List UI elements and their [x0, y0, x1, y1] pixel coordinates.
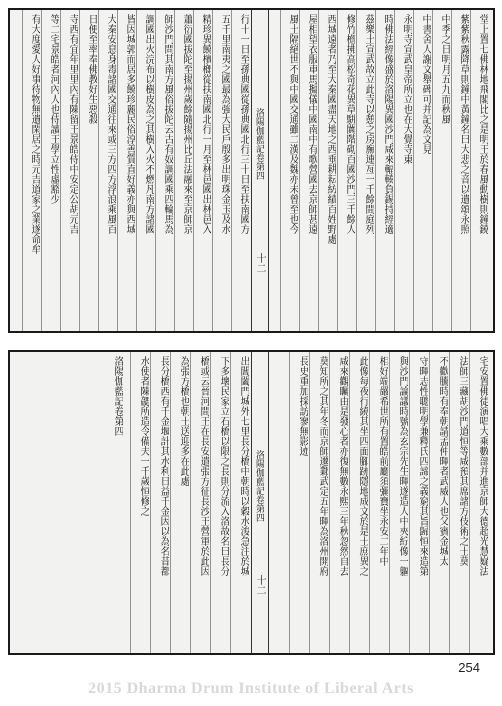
text-column: 此像每夜行繞其坐四面腳跡隱地成文於是士庶異之 — [357, 356, 368, 576]
text-column: 永明寺宣武皇帝所立也在大覺寺東 — [401, 14, 412, 164]
text-column: 莫知所之其年冬而京師遷鄴武定五年暉為洛州開府 — [317, 356, 328, 576]
text-column: 堂上置七佛林地飛閣比之是明王於春風動樹則鐘鐃 — [477, 14, 488, 234]
text-column: 橋或云晉河間王在長安遣張方征長沙王營軍於此因 — [198, 356, 209, 576]
text-column: 法師三藏胡沙門道恒等咸預其席諸方伎術之士莫 — [457, 356, 468, 566]
column-rule — [451, 10, 452, 331]
text-column: 西域遠者乃至大秦國盡天地之西垂耕耘紡績百姓野處 — [325, 14, 336, 244]
column-rule — [409, 352, 410, 653]
text-column: 師沙門問其南方風俗拔陀云古有奴調國乘四輪馬為 — [162, 14, 173, 234]
strip-title: 洛陽伽藍記卷第四 — [254, 450, 264, 522]
page-number: 254 — [458, 660, 480, 675]
column-rule — [299, 10, 300, 331]
strip-folio-number: 十二 — [254, 253, 265, 273]
text-column: 大秦安息身毒諸國交通往來或三方四方浮浪乘風百 — [105, 14, 116, 234]
column-rule — [98, 10, 99, 331]
text-column: 中季之日明月五九而秋風 — [439, 14, 450, 124]
column-rule — [337, 10, 338, 331]
text-column: 五千里南夷之國最為強大民戶殷多出明珠金玉及水 — [219, 14, 230, 234]
column-rule — [389, 352, 390, 653]
text-column: 咸來觀矚由是發心者亦復無數永熙三年秋忽然自去 — [337, 356, 348, 576]
text-column: 修竹檐拂高松奇花異草駢闐階砌百國沙門三千餘人 — [344, 14, 355, 234]
text-column: 與沙門論議時號為玄宗先生暉遂造人中夾紵像一軀 — [397, 356, 408, 576]
column-rule — [79, 10, 80, 331]
text-column: 長史重加採訪寥無影迹 — [297, 356, 308, 456]
text-column: 蕭衍國拔陀至揚州歲餘隨揚州比丘法融來至京師京 — [181, 14, 192, 234]
column-rule — [309, 352, 310, 653]
column-rule — [470, 10, 471, 331]
column-rule — [210, 352, 211, 653]
column-rule — [170, 352, 171, 653]
column-rule — [413, 10, 414, 331]
column-rule — [41, 10, 42, 331]
text-column: 紫紫秋露降草則鐘中黃鐘名曰大悲之音以遺頌永照 — [458, 14, 469, 234]
column-rule — [212, 10, 213, 331]
column-rule — [280, 10, 281, 331]
column-rule — [349, 352, 350, 653]
column-rule — [155, 10, 156, 331]
text-column: 精珍異饒檳榔從扶南國北行一月至林邑國出林邑入 — [200, 14, 211, 234]
text-column: 屋相望衣服車馬擬儀中國南中有歌營國去京師甚遠 — [306, 14, 317, 234]
watermark: 2015 Dharma Drum Institute of Liberal Arts — [88, 680, 414, 697]
text-column: 不歡騰時有奉朝請孟仲暉者武威人也父賓金城太 — [437, 356, 448, 566]
column-rule — [174, 10, 175, 331]
text-column: 寺西有宜年里里內有陳留王景皓侍中安定公胡元吉 — [67, 14, 78, 234]
text-column: 宅安置佛徒演唱大乘數部并進京師大德超光慧嶷法 — [477, 356, 488, 576]
column-rule — [429, 352, 430, 653]
text-column: 風土隔絕世不與中國交通雖二漢及魏亦未曾至也今 — [287, 14, 298, 234]
column-rule — [190, 352, 191, 653]
column-rule — [130, 352, 131, 653]
closing-title: 洛陽伽藍記卷第四 — [112, 356, 123, 436]
text-column: 相好端嚴希世所有置皓前廳須彌寶坐永安二年中 — [377, 356, 388, 566]
strip-folio-number: 十二 — [254, 575, 265, 595]
text-column: 茲樂土宣武故立此寺以憩之房廡連亙一千餘間庭列 — [363, 14, 374, 234]
text-column: 等二宅景皓者河內人也侍讀王學立性虛豁少 — [48, 14, 59, 204]
text-column: 日便至率奉佛教好生惡殺 — [86, 14, 97, 124]
strip-title: 洛陽伽藍記卷第四 — [254, 108, 264, 180]
column-rule — [117, 10, 118, 331]
text-column: 時佛法經像盛於洛陽異國沙門咸來輻輳負錫持經適 — [382, 14, 393, 234]
column-rule — [22, 10, 23, 331]
column-rule — [231, 10, 232, 331]
column-rule — [150, 352, 151, 653]
column-rule — [469, 352, 470, 653]
column-rule — [375, 10, 376, 331]
column-rule — [356, 10, 357, 331]
text-column: 調國出火浣布以樹皮為之其樹入火不燃凡南方諸國 — [143, 14, 154, 234]
column-rule — [230, 352, 231, 653]
column-rule — [394, 10, 395, 331]
column-rule — [329, 352, 330, 653]
column-rule — [60, 10, 61, 331]
column-rule — [449, 352, 450, 653]
text-column: 出閶闔門城外七里長分橋中朝時以穀水浚急注於城 — [238, 356, 249, 576]
column-rule — [136, 10, 137, 331]
text-column: 中書舍人謝文舉碑可并記為文見 — [420, 14, 431, 154]
column-rule — [369, 352, 370, 653]
text-column: 為張方橋也朝士送迎多在此處 — [178, 356, 189, 486]
text-column: 皆因城郭而居多饒珍麗民俗淳善質直好義亦與西域 — [124, 14, 135, 234]
text-column: 行十一日至孫典國從孫典國北行三十日至扶南國方 — [238, 14, 249, 234]
column-rule — [193, 10, 194, 331]
text-column: 有大度愛人好事待物無遺閑居之時元吉道家之業遂命牟 — [29, 14, 40, 254]
text-column: 長分橋西有千金堰計其水利日益千金因以為名昔都 — [158, 356, 169, 576]
text-column: 水使者陳勰所造令備夫一千歲恒修之 — [138, 356, 149, 516]
column-rule — [432, 10, 433, 331]
text-column: 下多壞民家立石橋以限之長則分流入洛故名曰長分 — [218, 356, 229, 576]
column-rule — [289, 352, 290, 653]
column-rule — [318, 10, 319, 331]
text-column: 守暉志性聰明學兼釋氏四諦之義窮其旨歸恒來造第 — [417, 356, 428, 576]
